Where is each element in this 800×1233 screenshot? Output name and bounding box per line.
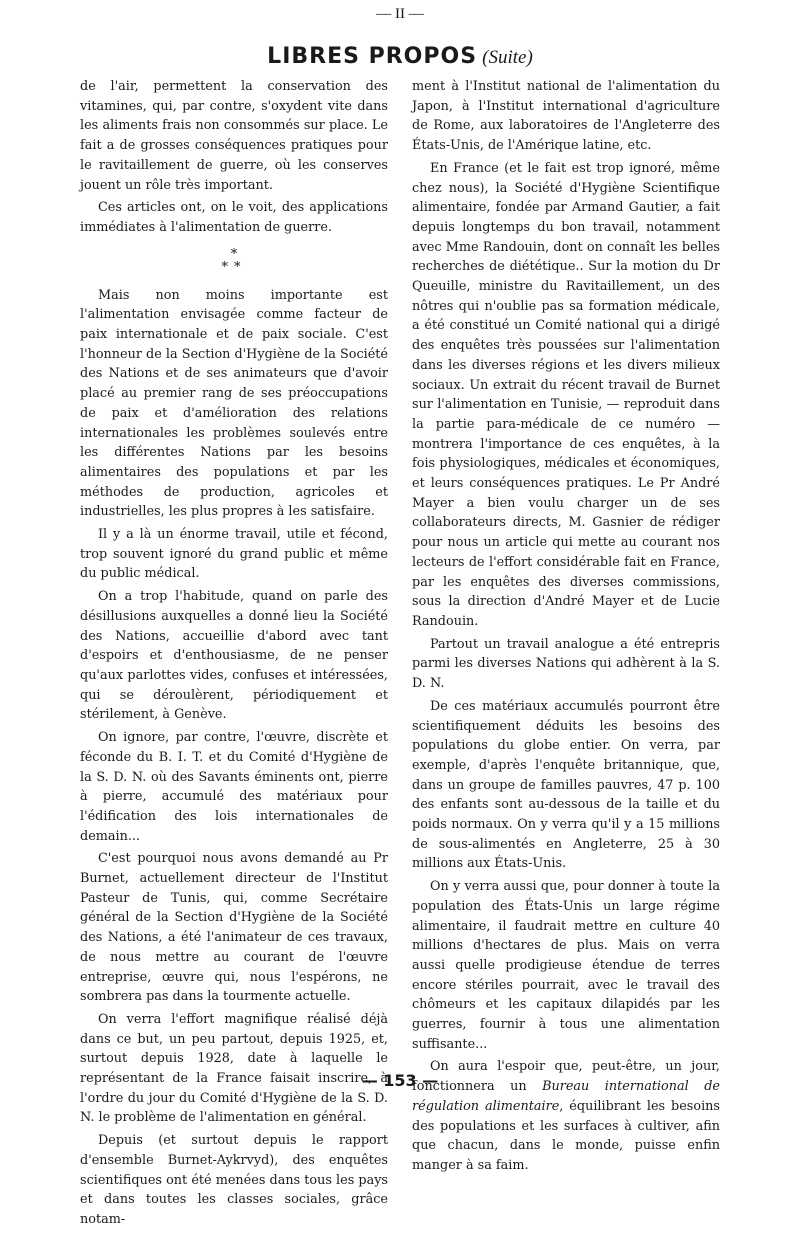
- paragraph: ment à l'Institut national de l'alimentation du Japon, à l'Institut international d'agriculture de Rome, aux laboratoires de l'Angleterre des États-Unis, de l'Amérique latine, etc.: [412, 79, 720, 154]
- section-separator: [80, 248, 388, 274]
- article-title: LIBRES PROPOS: [267, 44, 478, 69]
- page-roman-numeral: — II —: [376, 6, 424, 22]
- paragraph: De ces matériaux accumulés pourront être scientifiquement déduits les besoins des populations du globe entier. On verra, par exemple, d'après l'enquête britannique, que, dans un groupe de familles pauvres, 47 p. 100 des enfants sont au-dessous de la taille et du poids normaux. On y verra qu'il y a 15 millions de sous-alimentés en Angleterre, 25 à 30 millions aux États-Unis.: [412, 698, 720, 872]
- paragraph-text: , équilibrant les besoins des populations et les surfaces à cultiver, afin que chacun, dans le monde, puisse enfin manger à sa faim.: [412, 1098, 720, 1173]
- paragraph: On a trop l'habitude, quand on parle des désillusions auxquelles a donné lieu la Société des Nations, accueillie d'abord avec tant d'espoirs et d'enthousiasme, de ne penser qu'aux parlottes vides, confuses et intéressées, qui se déroulèrent, périodiquement et stérilement, à Genève.: [80, 589, 388, 723]
- paragraph: Il y a là un énorme travail, utile et fécond, trop souvent ignoré du grand public et même du public médical.: [80, 527, 388, 582]
- italic-term: Bureau international de régulation alimentaire: [412, 1079, 720, 1114]
- paragraph: Ces articles ont, on le voit, des applications immédiates à l'alimentation de guerre.: [80, 200, 388, 235]
- paragraph: On y verra aussi que, pour donner à toute la population des États-Unis un large régime alimentaire, il faudrait mettre en culture 40 millions d'hectares de plus. Mais on verra aussi quelle prodigieuse étendue de terres encore stériles pourrait, avec le travail des chômeurs et les capitaux dilapidés par les guerres, fournir à tous une alimentation suffisante...: [412, 879, 720, 1052]
- article-subtitle: (Suite): [482, 47, 533, 68]
- article-heading: [0, 44, 800, 69]
- paragraph: C'est pourquoi nous avons demandé au Pr Burnet, actuellement directeur de l'Institut Pasteur de Tunis, qui, comme Secrétaire général de la Section d'Hygiène de la Société des Nations, a été l'animateur de ces travaux, de nous mettre au courant de l'œuvre entreprise, œuvre qui, nous l'espérons, ne sombrera pas dans la tourmente actuelle.: [80, 851, 388, 1005]
- left-column: [80, 77, 388, 1233]
- paragraph: Partout un travail analogue a été entrepris parmi les diverses Nations qui adhèrent à la S. D. N.: [412, 636, 720, 692]
- paragraph: On ignore, par contre, l'œuvre, discrète et féconde du B. I. T. et du Comité d'Hygiène de la S. D. N. où des Savants éminents ont, pierre à pierre, accumulé des matériaux pour l'édification des lois internationales de demain...: [80, 730, 388, 844]
- paragraph: Mais non moins importante est l'alimentation envisagée comme facteur de paix internationale et de paix sociale. C'est l'honneur de la Section d'Hygiène de la Société des Nations et de ses animateurs que d'avoir placé au premier rang de ses préoccupations de paix et d'amélioration des relations internationales les problèmes soulevés entre les différentes Nations par les besoins alimentaires des populations et par les méthodes de production, agricoles et industrielles, les plus propres à les satisfaire.: [80, 287, 388, 520]
- paragraph-text: On aura l'espoir que, peut-être, un jour, fonctionnera un: [412, 1059, 720, 1095]
- paragraph: Depuis (et surtout depuis le rapport d'ensemble Burnet-Aykrvyd), des enquêtes scientifiques ont été menées dans tous les pays et dans toutes les classes sociales, grâce notam-: [80, 1133, 388, 1227]
- separator-stars: **: [221, 259, 247, 275]
- page-folio: — 153 —: [361, 1071, 439, 1090]
- paragraph: On verra l'effort magnifique réalisé déjà dans ce but, un peu partout, depuis 1925, et, surtout depuis 1928, date à laquelle le représentant de la France faisait inscrire, à l'ordre du jour du Comité d'Hygiène de la S. D. N. le problème de l'alimentation en général.: [80, 1011, 388, 1126]
- paragraph: En France (et le fait est trop ignoré, même chez nous), la Société d'Hygiène Scientifique alimentaire, fondée par Armand Gautier, a fait depuis longtemps du bon travail, notamment avec Mme Randouin, dont on connaît les belles recherches de diététique.. Sur la motion du Dr Queuille, ministre du Ravitaillement, un des nôtres qui n'oublie pas sa formation médicale, a été constitué un Comité national qui a dirigé des enquêtes très poussées sur l'alimentation dans les diverses régions et les divers milieux sociaux. Un extrait du récent travail de Burnet sur l'alimentation en Tunisie, — reproduit dans la partie para-médicale de ce numéro — montrera l'importance de ces enquêtes, à la fois physiologiques, médicales et économiques, et leurs conséquences pratiques. Le Pr André Mayer a bien voulu charger un de ses collaborateurs directs, M. Gasnier de rédiger pour nous un article qui mette au courant nos lecteurs de l'effort considérable fait en France, par les enquêtes des diverses commissions, sous la direction d'André Mayer et de Lucie Randouin.: [412, 160, 720, 629]
- right-column: [412, 77, 720, 1179]
- separator-star: *: [230, 246, 238, 262]
- paragraph: de l'air, permettent la conservation des vitamines, qui, par contre, s'oxydent vite dans les aliments frais non consommés sur place. Le fait a de grosses conséquences pratiques pour le ravitaillement de guerre, où les conserves jouent un rôle très important.: [80, 79, 388, 193]
